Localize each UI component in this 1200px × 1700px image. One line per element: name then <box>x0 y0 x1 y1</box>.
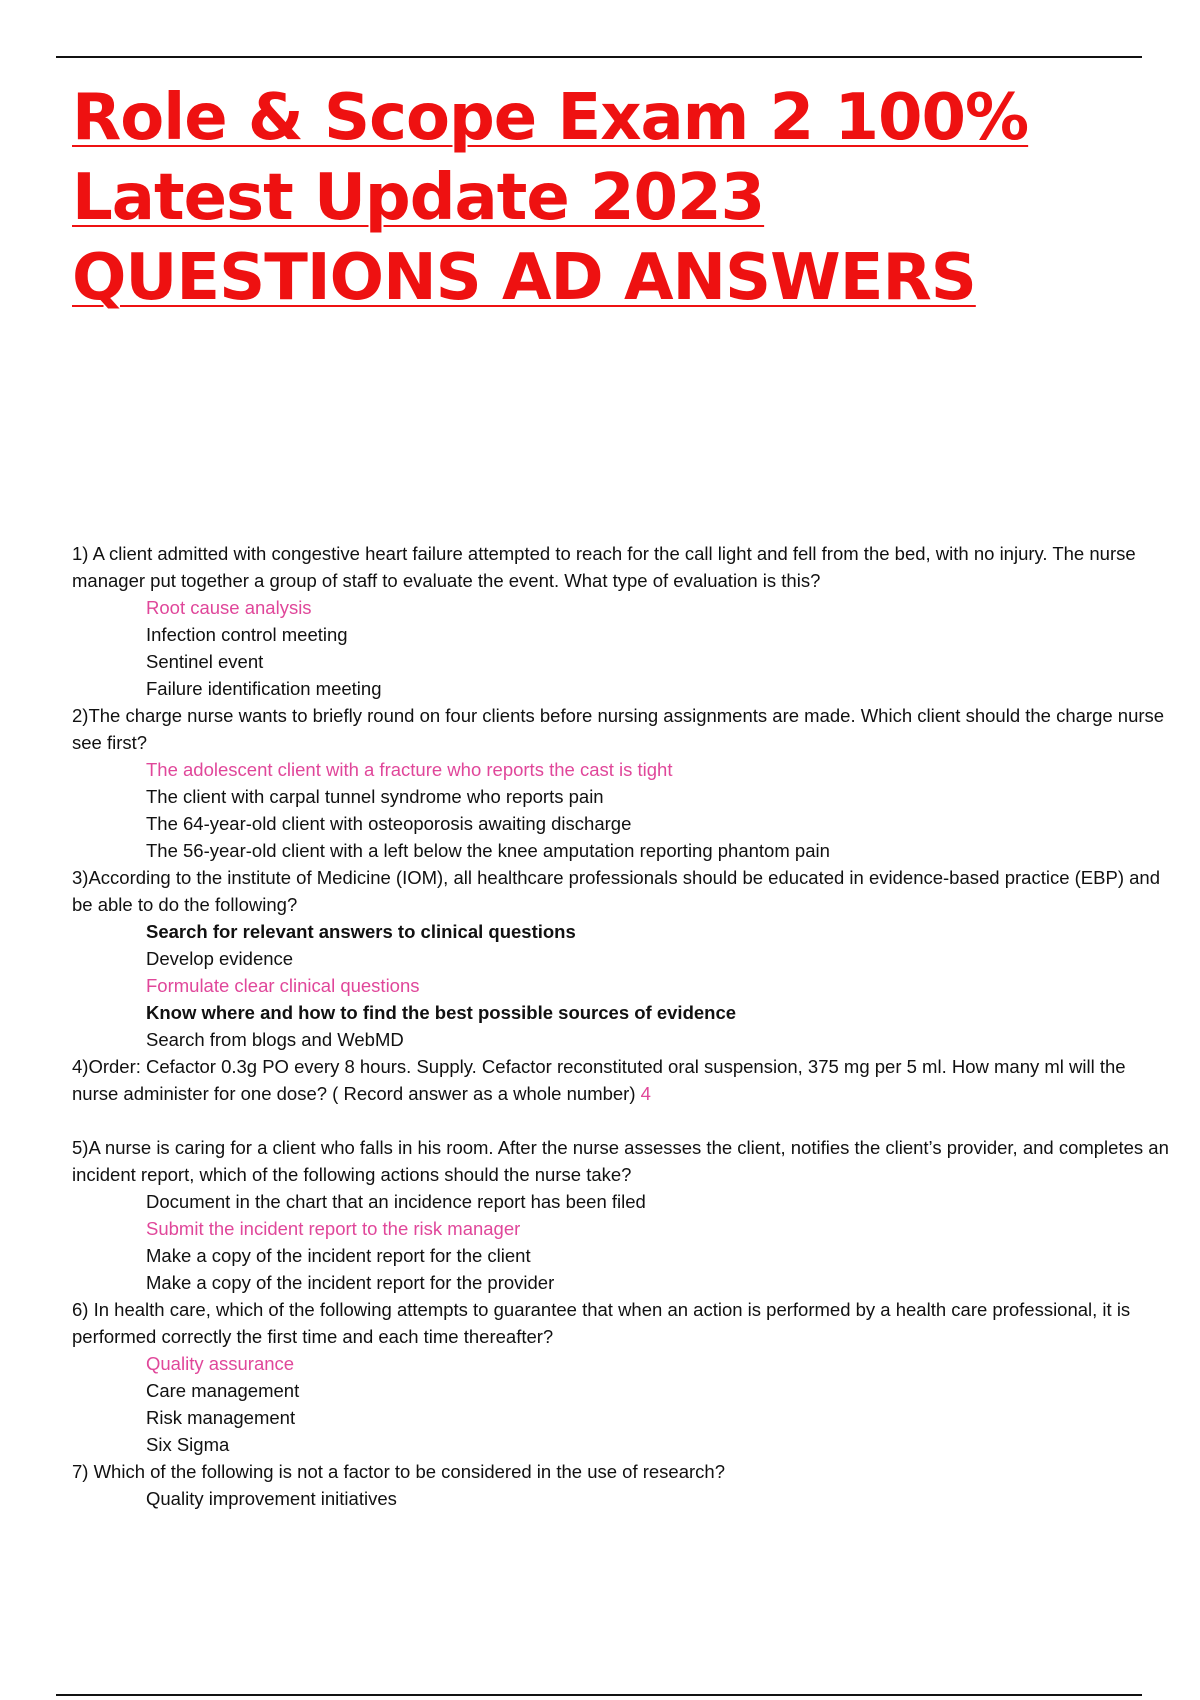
spacer <box>72 1107 1172 1134</box>
question-2-options <box>72 756 1172 864</box>
question-5-option: Make a copy of the incident report for the client <box>146 1245 531 1266</box>
question-1-option: Infection control meeting <box>146 624 348 645</box>
question-2-option-correct: The adolescent client with a fracture who reports the cast is tight <box>146 759 673 780</box>
question-3-option-bold: Search for relevant answers to clinical questions <box>146 921 576 942</box>
document-title <box>72 78 1028 318</box>
question-6-options <box>72 1350 1172 1458</box>
question-5-option: Make a copy of the incident report for the provider <box>146 1272 555 1293</box>
question-5-option: Document in the chart that an incidence report has been filed <box>146 1191 646 1212</box>
bottom-rule <box>56 1694 1142 1696</box>
question-2-option: The client with carpal tunnel syndrome who reports pain <box>146 786 604 807</box>
question-2-option: The 64-year-old client with osteoporosis awaiting discharge <box>146 813 632 834</box>
question-1: 1) A client admitted with congestive heart failure attempted to reach for the call light and fell from the bed, with no injury. The nurse manager put together a group of staff to evaluate the event. What type of evaluation is this? <box>72 543 1136 591</box>
question-1-option: Failure identification meeting <box>146 678 382 699</box>
question-2-option: The 56-year-old client with a left below the knee amputation reporting phantom pain <box>146 840 830 861</box>
question-5-option-correct: Submit the incident report to the risk manager <box>146 1218 521 1239</box>
question-6-option: Six Sigma <box>146 1434 230 1455</box>
title-line-2: Latest Update 2023 <box>72 161 765 235</box>
question-3-option-bold: Know where and how to find the best possible sources of evidence <box>146 1002 737 1023</box>
question-4-answer: 4 <box>640 1083 651 1104</box>
question-7-options <box>72 1485 1172 1512</box>
question-5: 5)A nurse is caring for a client who falls in his room. After the nurse assesses the client, notifies the client’s provider, and completes an incident report, which of the following actions should the nurse take? <box>72 1137 1169 1185</box>
question-7-option: Quality improvement initiatives <box>146 1488 397 1509</box>
question-1-options <box>72 594 1172 702</box>
top-rule <box>56 56 1142 58</box>
question-2: 2)The charge nurse wants to briefly round on four clients before nursing assignments are made. Which client should the charge nurse see first? <box>72 705 1165 753</box>
question-6-option: Risk management <box>146 1407 296 1428</box>
title-line-1: Role & Scope Exam 2 100% <box>72 81 1029 155</box>
question-3: 3)According to the institute of Medicine (IOM), all healthcare professionals should be educated in evidence-based practice (EBP) and be able to do the following? <box>72 867 1160 915</box>
question-6-option-correct: Quality assurance <box>146 1353 295 1374</box>
questions-list <box>72 540 1172 1512</box>
question-3-options <box>72 918 1172 1053</box>
question-7: 7) Which of the following is not a factor to be considered in the use of research? <box>72 1461 726 1482</box>
question-6-option: Care management <box>146 1380 300 1401</box>
question-1-option: Sentinel event <box>146 651 264 672</box>
question-3-option: Develop evidence <box>146 948 294 969</box>
question-3-option-correct: Formulate clear clinical questions <box>146 975 420 996</box>
question-6: 6) In health care, which of the following attempts to guarantee that when an action is performed by a health care professional, it is performed correctly the first time and each time thereafter? <box>72 1299 1131 1347</box>
title-line-3: QUESTIONS AD ANSWERS <box>72 241 976 315</box>
question-4 <box>72 1053 1172 1107</box>
question-5-options <box>72 1188 1172 1296</box>
question-1-option-correct: Root cause analysis <box>146 597 312 618</box>
question-3-option: Search from blogs and WebMD <box>146 1029 404 1050</box>
question-4-text: 4)Order: Cefactor 0.3g PO every 8 hours. Supply. Cefactor reconstituted oral suspension, 375 mg per 5 ml. How many ml will the nurse administer for one dose? ( Record answer as a whole number) <box>72 1056 1126 1104</box>
